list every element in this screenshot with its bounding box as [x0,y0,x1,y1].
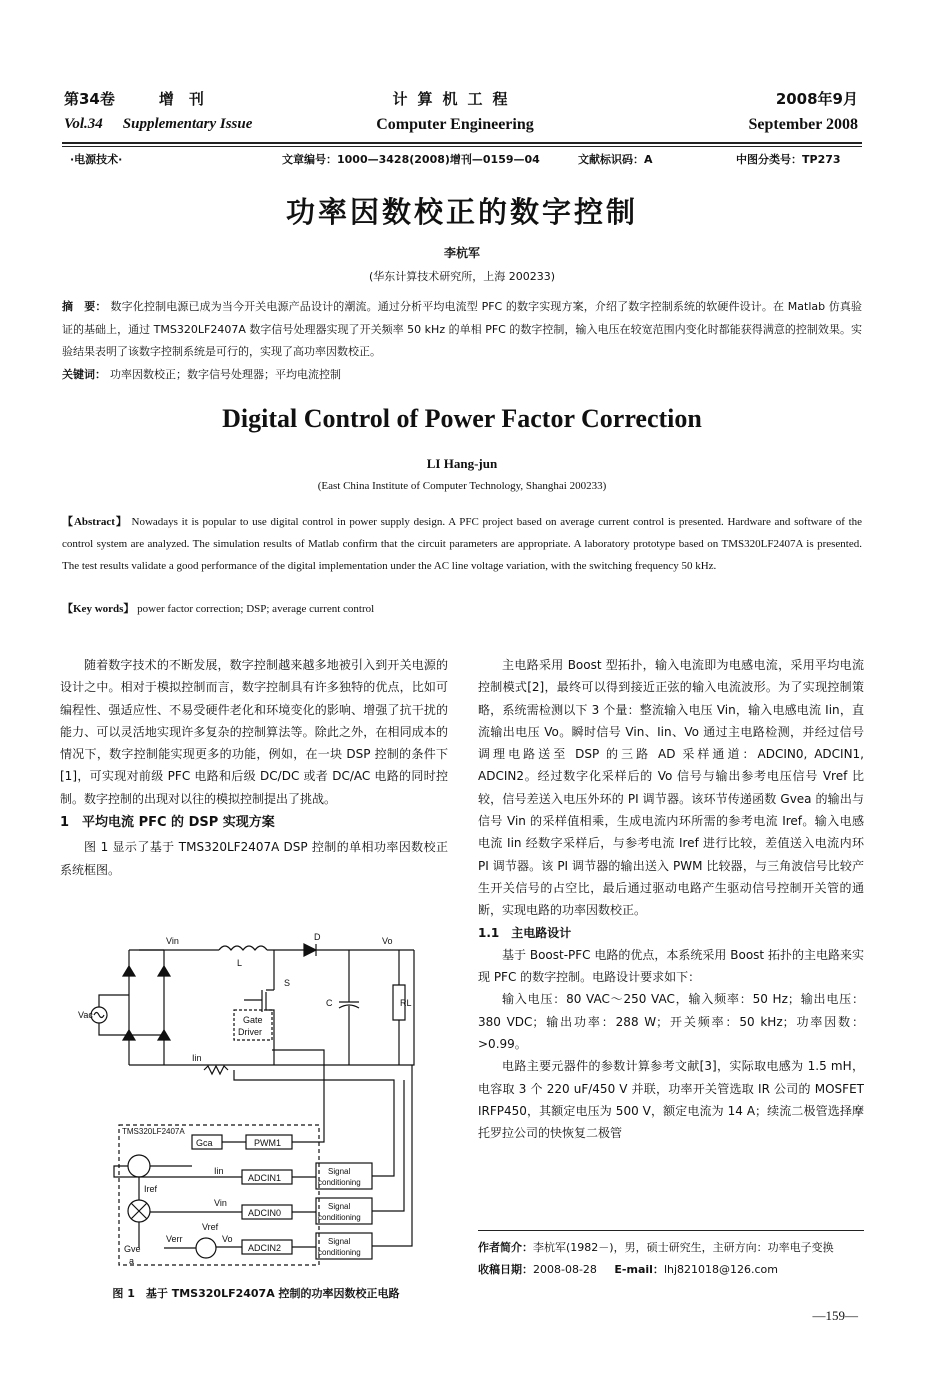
main-circuit-paragraph: 主电路采用 Boost 型拓扑，输入电流即为电感电流，采用平均电流控制模式[2]，最终可以得到接近正弦的输入电流波形。为了实现控制策略，系统需检测以下 3 个量：整流输入电压 Vin，输入电感电流 Iin，直流输出电压 Vo。瞬时信号 Vin、Iin、Vo 通过主电路检测，并经过信号调理电路送至 DSP 的三路 AD 采样通道：ADCIN0, ADCIN1, ADCIN2。经过数字化采样后的 Vo 信号与输出参考电压信号 Vref 比较，信号差送入电压外环的 PI 调节器。该环节传递函数 Gvea 的输出与信号 Vin 的采样值相乘，生成电流内环所需的参考电流 Iref。输入电感电流 Iin 经数字采样后，与参考电流 Iref 进行比较，差值送入电流内环 PI 调节器。该 PI 调节器的输出送入 PWM 比较器，与三角波信号比较产生开关信号的占空比，最后通过驱动电路产生驱动信号控制开关管的通断，实现电路的功率因数校正。 [478,658,864,918]
title-cn: 功率因数校正的数字控制 [285,195,638,229]
design-spec-paragraph: 输入电压：80 VAC～250 VAC，输入频率：50 Hz；输出电压：380 VDC；输出功率：288 W；开关频率：50 kHz；功率因数：>0.99。 [478,992,864,1052]
left-column [60,654,448,881]
header-rule-thin [62,146,862,147]
journal-name-en: Computer Engineering [376,116,534,133]
affiliation-en: (East China Institute of Computer Technology, Shanghai 200233) [317,480,607,492]
label-gve: Gve [124,1244,141,1254]
label-c: C [326,998,333,1008]
right-column [478,654,864,1145]
article-number: 文章编号：1000—3428(2008)增刊—0159—04 [282,153,540,166]
received-date: 2008-08-28 [533,1263,597,1276]
page-number: —159— [812,1308,858,1323]
label-iin-top: Iin [192,1053,202,1063]
label-l: L [237,958,243,968]
issue-cn: 增 刊 [158,90,204,108]
label-conditioning-1: conditioning [318,1178,361,1187]
header-rule-thick [62,142,862,144]
label-vin: Vin [166,936,179,946]
label-adc0: ADCIN0 [248,1208,282,1218]
label-iin: Iin [214,1166,224,1176]
bio-label: 作者简介： [478,1241,533,1254]
keywords-en [62,600,862,616]
label-d: D [314,932,321,942]
header-volume-issue-cn [64,88,248,109]
bio-text: 李杭军(1982－)，男，硕士研究生，主研方向：功率电子变换 [533,1241,834,1254]
received-label: 收稿日期： [478,1263,533,1276]
issue-en: Supplementary Issue [122,116,253,132]
classification-number: 中图分类号：TP273 [736,153,841,166]
email-address: lhj821018@126.com [663,1263,778,1276]
header-volume-issue-en [64,116,272,133]
volume-cn: 第34卷 [64,90,115,108]
keywords-cn-text: 功率因数校正；数字信号处理器；平均电流控制 [110,367,341,381]
section-tag: ·电源技术· [70,153,123,166]
footnote [478,1237,864,1281]
title-en: Digital Control of Power Factor Correction [222,404,702,433]
label-s: S [284,978,291,988]
journal-name-cn: 计算机工程 [392,90,518,108]
volume-en: Vol.34 [64,116,103,132]
author-cn: 李杭军 [443,246,480,260]
abstract-cn [62,296,862,386]
date-cn: 2008年9月 [775,90,858,108]
intro-paragraph: 随着数字技术的不断发展，数字控制越来越多地被引入到开关电源的设计之中。相对于模拟控制而言，数字控制具有许多独特的优点，比如可编程性、强适应性、不易受硬件老化和环境变化的影响、增强了抗干扰的能力、可以灵活地实现许多复杂的控制算法等。除此之外，在相同成本的情况下，数字控制能实现更多的功能，例如，在一块 DSP 控制的条件下[1]，可实现对前级 PFC 电路和后级 DC/DC 或者 DC/AC 电路的同时控制。数字控制的出现对以往的模拟控制提出了挑战。 [60,658,448,806]
label-pwm: PWM1 [254,1138,281,1148]
email-label: E-mail： [614,1263,664,1276]
label-vo-2: Vo [222,1234,233,1244]
label-a: a [129,1256,135,1266]
label-vo: Vo [382,936,393,946]
label-vin-2: Vin [214,1198,227,1208]
label-conditioning-3: conditioning [318,1248,361,1257]
section-heading-1: 1 平均电流 PFC 的 DSP 实现方案 [60,815,275,831]
label-signal-3: Signal [328,1237,351,1246]
label-signal-1: Signal [328,1167,351,1176]
label-tms: TMS320LF2407A [122,1127,185,1136]
figure-1-caption: 图 1 基于 TMS320LF2407A 控制的功率因数校正电路 [112,1287,400,1300]
abstract-cn-label: 摘 要： [62,300,107,313]
affiliation-cn: (华东计算技术研究所，上海 200233) [368,270,556,283]
label-conditioning-2: conditioning [318,1213,361,1222]
label-signal-2: Signal [328,1202,351,1211]
figure-intro-paragraph: 图 1 显示了基于 TMS320LF2407A DSP 控制的单相功率因数校正系统框图。 [60,840,448,877]
label-iref: Iref [144,1184,158,1194]
keywords-en-label: 【Key words】 [62,603,135,615]
keywords-cn-label: 关键词： [62,367,106,381]
date-en: September 2008 [748,116,858,133]
abstract-en-label: 【Abstract】 [62,516,128,528]
label-verr: Verr [166,1234,183,1244]
document-code: 文献标识码：A [578,153,653,166]
author-en: LI Hang-jun [426,456,498,471]
label-adc1: ADCIN1 [248,1173,282,1183]
label-vac: Vac [78,1010,93,1020]
section-heading-1-1: 1.1 主电路设计 [478,925,572,940]
label-vref: Vref [202,1222,219,1232]
label-gca: Gca [196,1138,213,1148]
keywords-en-text: power factor correction; DSP; average current control [137,603,375,615]
component-paragraph: 电路主要元器件的参数计算参考文献[3]，实际取电感为 1.5 mH，电容取 3 个 220 uF/450 V 并联，功率开关管选取 IR 公司的 MOSFET IRFP450，其额定电压为 500 V，额定电流为 14 A；续流二极管选择摩托罗拉公司的快恢复二极管 [478,1059,864,1141]
label-driver: Driver [238,1027,262,1037]
abstract-cn-text: 数字化控制电源已成为当今开关电源产品设计的潮流。通过分析平均电流型 PFC 的数字实现方案，介绍了数字控制系统的软硬件设计。在 Matlab 仿真验证的基础上，通过 TMS320LF2407A 数字信号处理器实现了开关频率 50 kHz 的单相 PFC 的数字控制，输入电压在较宽范围内变化时都能获得满意的控制效果。实验结果表明了该数字控制系统是可行的，实现了高功率因数校正。 [62,300,863,358]
abstract-en [62,511,862,577]
footnote-rule [478,1230,864,1231]
label-rl: RL [400,998,412,1008]
abstract-en-text: Nowadays it is popular to use digital control in power supply design. A PFC project based on average current control is presented. Hardware and software of the control system are analyzed. The simulation results of Matlab confirm that the circuit parameters are appropriate. A laboratory prototype based on TMS320LF2407A is presented. The test results validate a good performance of the digital implementation under the AC line voltage variation, with the switching frequency 50 kHz. [62,516,863,572]
label-gate: Gate [243,1015,263,1025]
figure-1-circuit-diagram [78,930,444,1270]
design-intro-paragraph: 基于 Boost-PFC 电路的优点，本系统采用 Boost 拓扑的主电路来实现 PFC 的数字控制。电路设计要求如下： [478,947,864,985]
label-adc2: ADCIN2 [248,1243,282,1253]
